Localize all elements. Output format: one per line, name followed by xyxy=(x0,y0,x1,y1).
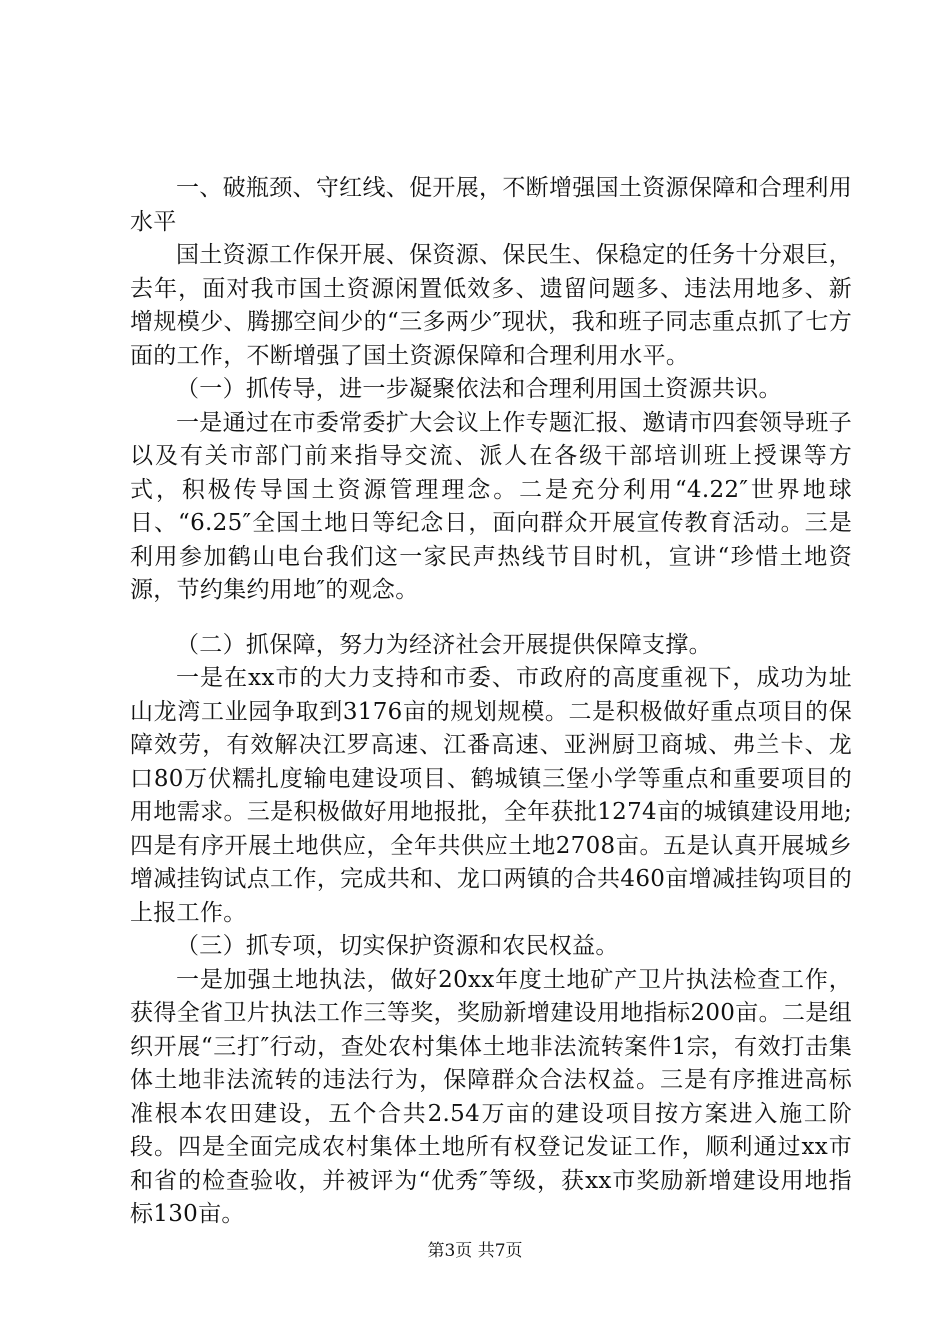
subsection-heading: （一）抓传导，进一步凝聚依法和合理利用国土资源共识。 xyxy=(176,376,782,402)
body-paragraph: 一是加强土地执法，做好20xx年度土地矿产卫片执法检查工作，获得全省卫片执法工作三等奖，奖励新增建设用地指标200亩。二是组织开展“三打″行动，查处农村集体土地非法流转案件1宗，有效打击集体土地非法流转的违法行为，保障群众合法权益。三是有序推进高标准根本农田建设，五个合共2.54万亩的建设项目按方案进入施工阶段。四是全面完成农村集体土地所有权登记发证工作，顺利通过xx市和省的检查验收，并被评为“优秀″等级，获xx市奖励新增建设用地指标130亩。 xyxy=(130,966,852,1227)
document-body xyxy=(130,172,852,1232)
subsection-heading: （二）抓保障，努力为经济社会开展提供保障支撑。 xyxy=(176,631,712,658)
page-number-footer: 第3页 共7页 xyxy=(427,1241,523,1261)
subsection-heading: （三）抓专项，切实保护资源和农民权益。 xyxy=(176,933,619,959)
body-paragraph: 一是通过在市委常委扩大会议上作专题汇报、邀请市四套领导班子以及有关市部门前来指导交流、派人在各级干部培训班上授课等方式，积极传导国土资源管理理念。二是充分利用“4.22″世界地球日、“6.25″全国土地日等纪念日，面向群众开展宣传教育活动。三是利用参加鹤山电台我们这一家民声热线节目时机，宣讲“珍惜土地资源，节约集约用地″的观念。 xyxy=(130,409,852,603)
paragraph-spacer xyxy=(130,608,852,629)
section-heading: 一、破瓶颈、守红线、促开展，不断增强国土资源保障和合理利用水平 xyxy=(130,175,852,235)
body-paragraph: 一是在xx市的大力支持和市委、市政府的高度重视下，成功为址山龙湾工业园争取到3176亩的规划规模。二是积极做好重点项目的保障效劳，有效解决江罗高速、江番高速、亚洲厨卫商城、弗兰卡、龙口80万伏糯扎度输电建设项目、鹤城镇三堡小学等重点和重要项目的用地需求。三是积极做好用地报批，全年获批1274亩的城镇建设用地;四是有序开展土地供应，全年共供应土地2708亩。五是认真开展城乡增减挂钩试点工作，完成共和、龙口两镇的合共460亩增减挂钩项目的上报工作。 xyxy=(130,665,852,926)
body-paragraph: 国土资源工作保开展、保资源、保民生、保稳定的任务十分艰巨，去年，面对我市国土资源闲置低效多、遗留问题多、违法用地多、新增规模少、腾挪空间少的“三多两少″现状，我和班子同志重点抓了七方面的工作，不断增强了国土资源保障和合理利用水平。 xyxy=(130,242,852,369)
